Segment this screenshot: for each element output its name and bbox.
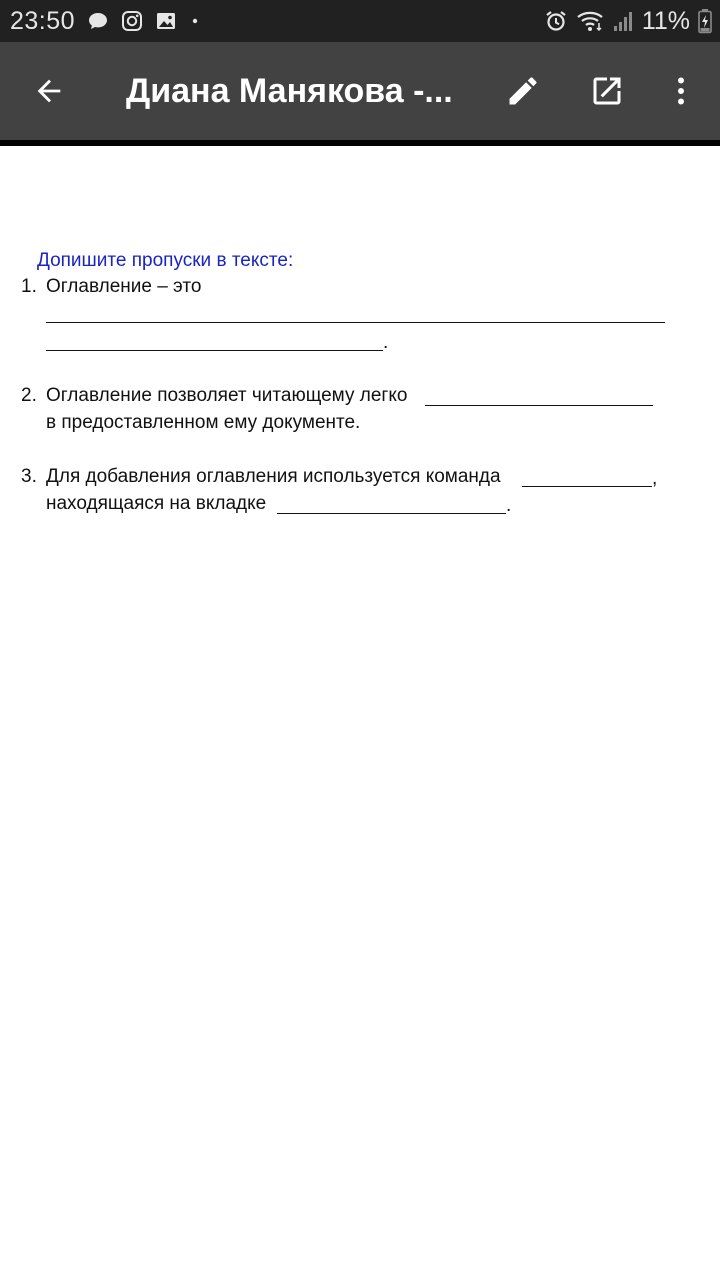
item-2-line-2: в предоставленном ему документе. [46,412,361,433]
status-bar [0,0,720,42]
item-2-blank-1 [425,405,653,406]
more-options-button[interactable] [656,66,706,116]
more-vertical-icon [663,73,699,109]
chat-bubble-icon [87,10,109,32]
signal-icon [612,9,634,33]
battery-charging-icon [698,8,712,34]
app-bar [0,42,720,140]
wifi-icon [576,9,604,33]
item-3-blank-2 [277,513,506,514]
item-2-line-1: Оглавление позволяет читающему легко [46,385,408,406]
item-1-end-period: . [383,332,389,353]
item-3-end-period: . [506,495,512,516]
item-3-line-2: находящаяся на вкладке [46,493,267,514]
status-left [10,0,201,42]
item-3-number: 3. [21,466,37,487]
instagram-icon [121,10,143,32]
document-title: Диана Манякова -... [126,72,453,110]
open-in-new-button[interactable] [582,66,632,116]
image-icon [155,10,177,32]
battery-level: 11% [641,6,690,35]
item-3-comma: , [652,468,658,489]
item-3-blank-1 [522,486,652,487]
item-1-blank-1 [46,322,665,323]
item-1-blank-2 [46,350,383,351]
edit-button[interactable] [498,66,548,116]
status-time: 23:50 [10,6,76,35]
back-button[interactable] [24,66,74,116]
alarm-icon [544,9,568,33]
back-arrow-icon [32,74,66,108]
item-3-line-1: Для добавления оглавления используется команда [46,466,501,487]
item-1-number: 1. [21,276,37,297]
item-2-number: 2. [21,385,37,406]
open-in-new-icon [589,73,625,109]
item-1-line-1: Оглавление – это [46,276,202,297]
edit-pencil-icon [505,73,541,109]
status-right [544,0,712,42]
dot-icon [189,10,201,32]
document-page[interactable] [0,146,720,1280]
document-heading: Допишите пропуски в тексте: [37,250,294,271]
